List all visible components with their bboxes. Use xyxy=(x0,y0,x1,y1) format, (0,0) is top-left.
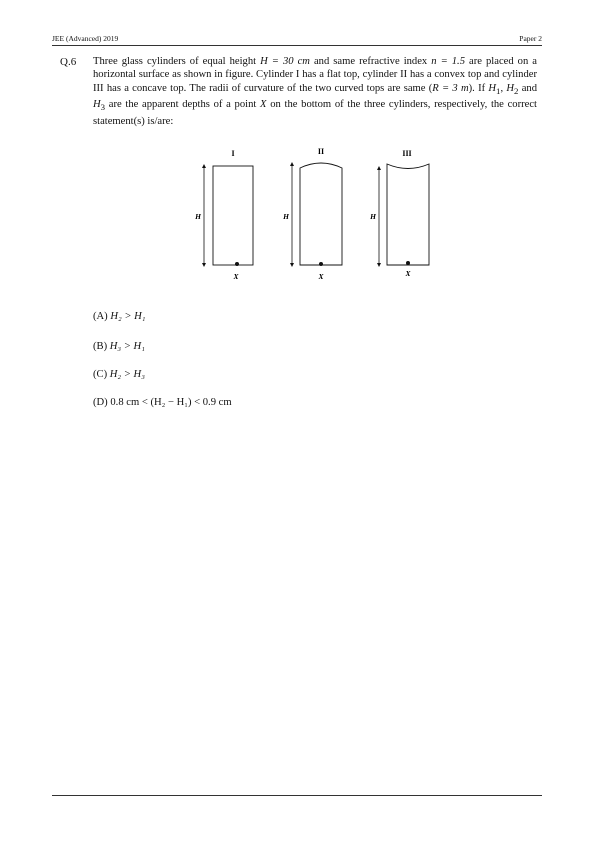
option-text: H₂ > H₁ xyxy=(110,311,146,322)
option-text: H₃ > H₁ xyxy=(109,341,145,352)
option-d[interactable] xyxy=(93,397,232,408)
cylinders-figure xyxy=(185,142,435,292)
cylinder-i xyxy=(194,149,253,281)
paper-label: Paper 2 xyxy=(519,34,542,43)
question-number: Q.6 xyxy=(60,56,77,68)
option-label: (C) xyxy=(93,369,108,380)
option-label: (D) xyxy=(93,397,108,408)
header-divider xyxy=(52,45,542,46)
cylinder-ii xyxy=(282,147,342,281)
point-x-label: X xyxy=(318,272,324,281)
cylinder-label-ii: II xyxy=(317,147,325,156)
option-c[interactable] xyxy=(93,369,145,380)
point-x-label: X xyxy=(405,269,411,278)
option-a[interactable] xyxy=(93,311,146,322)
height-label: H xyxy=(283,212,289,221)
option-text: 0.8 cm < (H₂ − H₁) < 0.9 cm xyxy=(110,397,232,408)
question-text: Three glass cylinders of equal height H = 30 cm and same refractive index n = 1.5 are placed on a horizontal surface as shown in figure. Cylinder I has a flat top, cylinder II has a convex top and cylinder III has a concave top. The radii of curvature of the two curved tops are same (R = 3 m). If $H_1$, $H_2$ and $H_3$ are the apparent depths of a point X on the bottom of the three cylinders, respectively, the correct statement(s) is/are: xyxy=(93,56,538,127)
option-b[interactable] xyxy=(93,341,145,352)
exam-title: JEE (Advanced) 2019 xyxy=(52,34,119,43)
cylinder-label-iii: III xyxy=(402,149,412,158)
cylinder-label-i: I xyxy=(231,149,235,158)
point-x-label: X xyxy=(233,272,239,281)
point-x xyxy=(319,262,323,266)
cylinder-iii xyxy=(369,149,429,278)
footer-divider xyxy=(52,795,542,796)
option-text: H₂ > H₃ xyxy=(109,369,145,380)
height-label: H xyxy=(370,212,376,221)
point-x xyxy=(235,262,239,266)
point-x xyxy=(406,261,410,265)
option-label: (B) xyxy=(93,341,108,352)
height-label: H xyxy=(195,212,201,221)
option-label: (A) xyxy=(93,311,108,322)
